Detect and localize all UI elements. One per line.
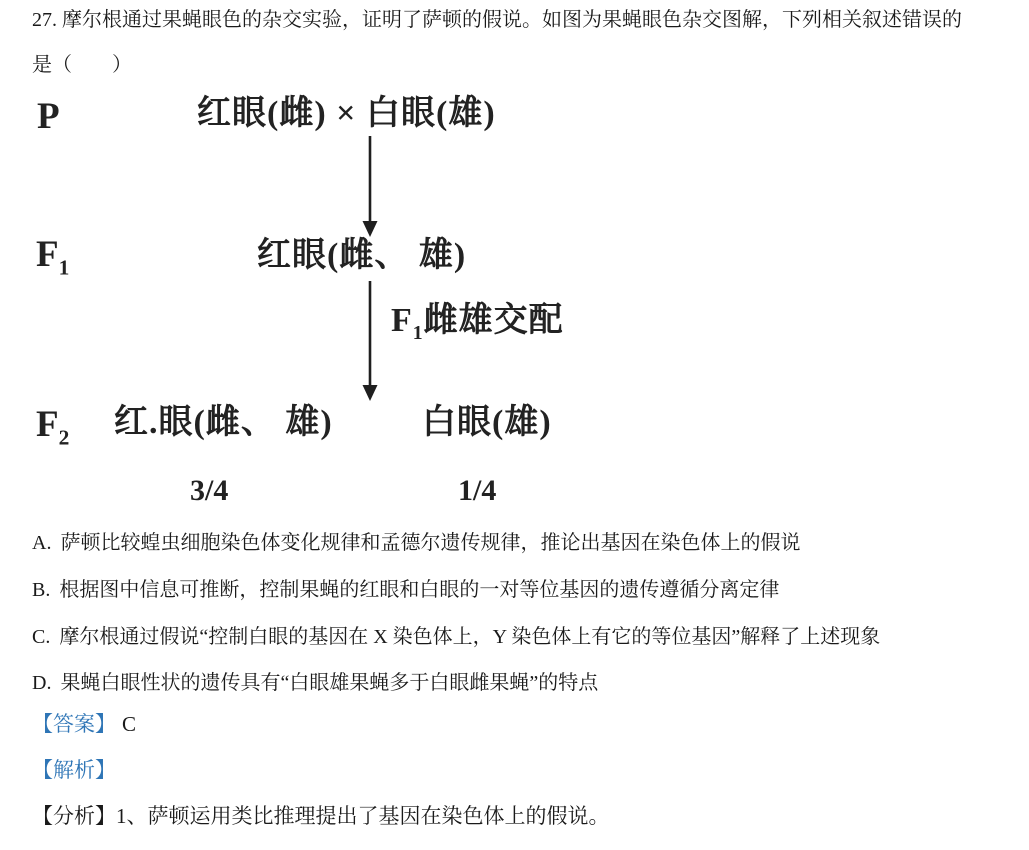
- option-c-text: 摩尔根通过假说“控制白眼的基因在 X 染色体上，Y 染色体上有它的等位基因”解释了上述现象: [59, 626, 881, 648]
- f1-generation-label: [36, 234, 70, 280]
- answer-tag: 【答案】: [32, 712, 116, 736]
- question-text-line2: 是（ ）: [32, 54, 132, 76]
- p-cross-text: 红眼(雌) × 白眼(雄): [197, 95, 496, 132]
- down-arrow-icon: [361, 136, 379, 238]
- f2-generation-label: [36, 404, 70, 450]
- answer-line: [32, 712, 136, 736]
- option-b-label: B.: [32, 579, 51, 601]
- explain-line: [32, 804, 610, 828]
- f1-label-subscript: 1: [58, 255, 70, 280]
- explain-tag: 【分析】: [32, 804, 116, 828]
- analysis-line: [32, 758, 116, 782]
- option-d-label: D.: [32, 672, 52, 694]
- mate-label-base: F: [391, 302, 413, 339]
- f1-mating-label: [391, 302, 564, 344]
- option-a-text: 萨顿比较蝗虫细胞染色体变化规律和孟德尔遗传规律，推论出基因在染色体上的假说: [60, 532, 801, 554]
- option-a: [32, 531, 800, 555]
- option-b-text: 根据图中信息可推断，控制果蝇的红眼和白眼的一对等位基因的遗传遵循分离定律: [59, 579, 780, 601]
- mate-label-text: 雌雄交配: [423, 302, 564, 339]
- p-generation-label: P: [37, 96, 60, 137]
- mate-label-subscript: 1: [412, 321, 424, 344]
- f1-offspring-text: 红眼(雌、 雄): [257, 237, 467, 274]
- option-b: [32, 578, 779, 602]
- red-eye-ratio: 3/4: [190, 474, 229, 507]
- option-c-label: C.: [32, 626, 51, 648]
- white-eye-ratio: 1/4: [458, 474, 497, 507]
- f1-label-base: F: [36, 234, 59, 275]
- answer-value: C: [122, 712, 137, 736]
- option-d: [32, 671, 598, 695]
- f2-white-eye-text: 白眼(雄): [422, 404, 552, 441]
- option-d-text: 果蝇白眼性状的遗传具有“白眼雄果蝇多于白眼雌果蝇”的特点: [60, 672, 599, 694]
- question-text-line1: 27. 摩尔根通过果蝇眼色的杂交实验，证明了萨顿的假说。如图为果蝇眼色杂交图解，下列相关叙述错误的: [32, 9, 962, 31]
- analysis-tag: 【解析】: [32, 758, 116, 782]
- f2-label-base: F: [36, 404, 59, 445]
- f2-label-subscript: 2: [58, 425, 70, 450]
- f2-red-eye-text: 红.眼(雌、 雄): [114, 404, 333, 441]
- option-c: [32, 625, 880, 649]
- option-a-label: A.: [32, 532, 52, 554]
- down-arrow-icon: [361, 281, 379, 402]
- explain-text: 1、萨顿运用类比推理提出了基因在染色体上的假说。: [116, 804, 610, 828]
